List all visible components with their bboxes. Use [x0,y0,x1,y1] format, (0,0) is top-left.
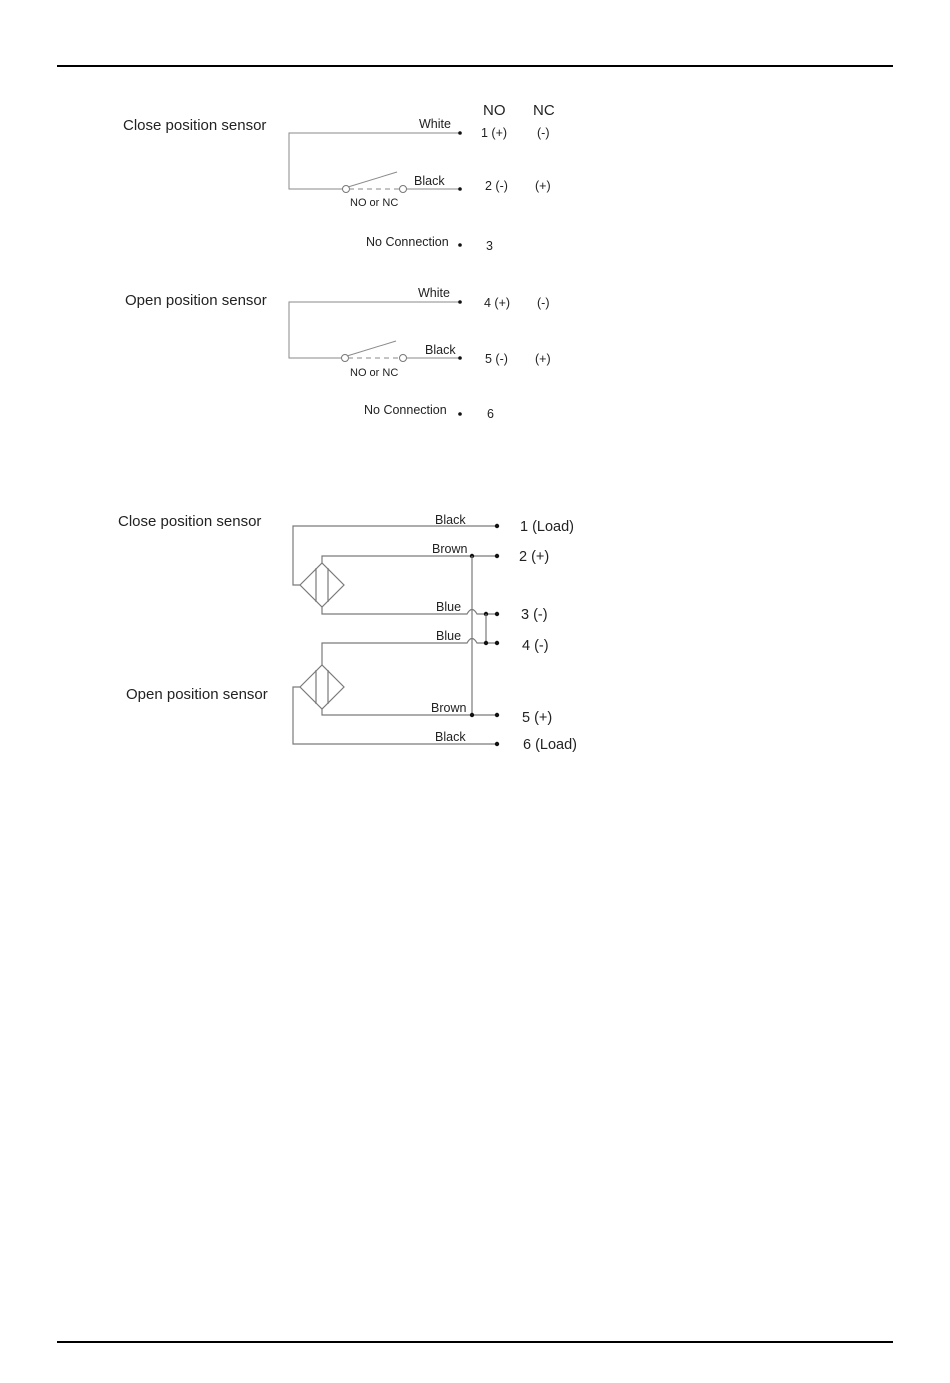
pin1-nc-label: (-) [537,126,550,140]
pin5-label: 5 (+) [522,710,553,726]
close-pin2-dot [458,187,462,191]
open-blue-label: Blue [436,629,462,643]
close-sensor-title: Close position sensor [123,117,267,134]
open-pin4-dot [458,300,462,304]
open-brown-label: Brown [431,701,467,715]
close-blue-label: Blue [436,600,462,614]
open-switch-contact-right [400,355,407,362]
close-proximity-sensor [118,513,574,623]
close-blue-wire [322,607,497,614]
open-sensor-symbol [300,665,344,709]
close-white-label: White [419,117,451,131]
close-switch-contact-right [400,186,407,193]
pin6-label: 6 [487,407,494,421]
pin5-no-label: 5 (-) [485,352,508,366]
open-black-label: Black [435,730,466,744]
pin3-dot [495,612,499,616]
open-switch-sensor [125,286,551,421]
pin6-no-connection-label: No Connection [364,403,447,417]
pin3-label: 3 [486,239,493,253]
pin6-label: 6 (Load) [523,737,578,753]
close-black-label: Black [435,513,466,527]
pin6-dot [495,742,499,746]
close-switch-label: NO or NC [350,197,399,209]
pin2-no-label: 2 (-) [485,179,508,193]
pin2-nc-label: (+) [535,179,551,193]
switch-wiring-diagram [123,102,555,421]
pin3-label: 3 (-) [521,607,548,623]
open-switch-lever [347,341,396,356]
pin6-dot [458,412,462,416]
close-sensor-symbol [300,563,344,607]
close-black-label: Black [414,174,445,188]
close-switch-lever [348,172,397,187]
blue-junction-bottom [484,641,488,645]
pin5-dot [495,713,499,717]
close-prox-title: Close position sensor [118,513,262,530]
open-blue-wire [322,639,497,666]
proximity-wiring-diagram [118,513,577,753]
pin3-dot [458,243,462,247]
column-nc-header: NC [533,102,555,119]
open-sensor-title: Open position sensor [125,292,267,309]
pin4-label: 4 (-) [522,638,549,654]
pin4-dot [495,641,499,645]
pin4-no-label: 4 (+) [484,296,511,310]
close-switch-sensor [123,117,551,253]
pin4-nc-label: (-) [537,296,550,310]
open-proximity-sensor [126,629,577,753]
open-white-label: White [418,286,450,300]
pin1-no-label: 1 (+) [481,126,508,140]
close-pin1-dot [458,131,462,135]
column-no-header: NO [483,102,506,119]
pin2-dot [495,554,499,558]
pin1-label: 1 (Load) [520,519,575,535]
open-prox-title: Open position sensor [126,686,268,703]
close-brown-label: Brown [432,542,468,556]
pin1-dot [495,524,499,528]
open-black-label: Black [425,343,456,357]
open-switch-label: NO or NC [350,367,399,379]
pin2-label: 2 (+) [519,549,550,565]
pin3-no-connection-label: No Connection [366,235,449,249]
pin5-nc-label: (+) [535,352,551,366]
open-pin5-dot [458,356,462,360]
brown-junction-bottom [470,713,474,717]
